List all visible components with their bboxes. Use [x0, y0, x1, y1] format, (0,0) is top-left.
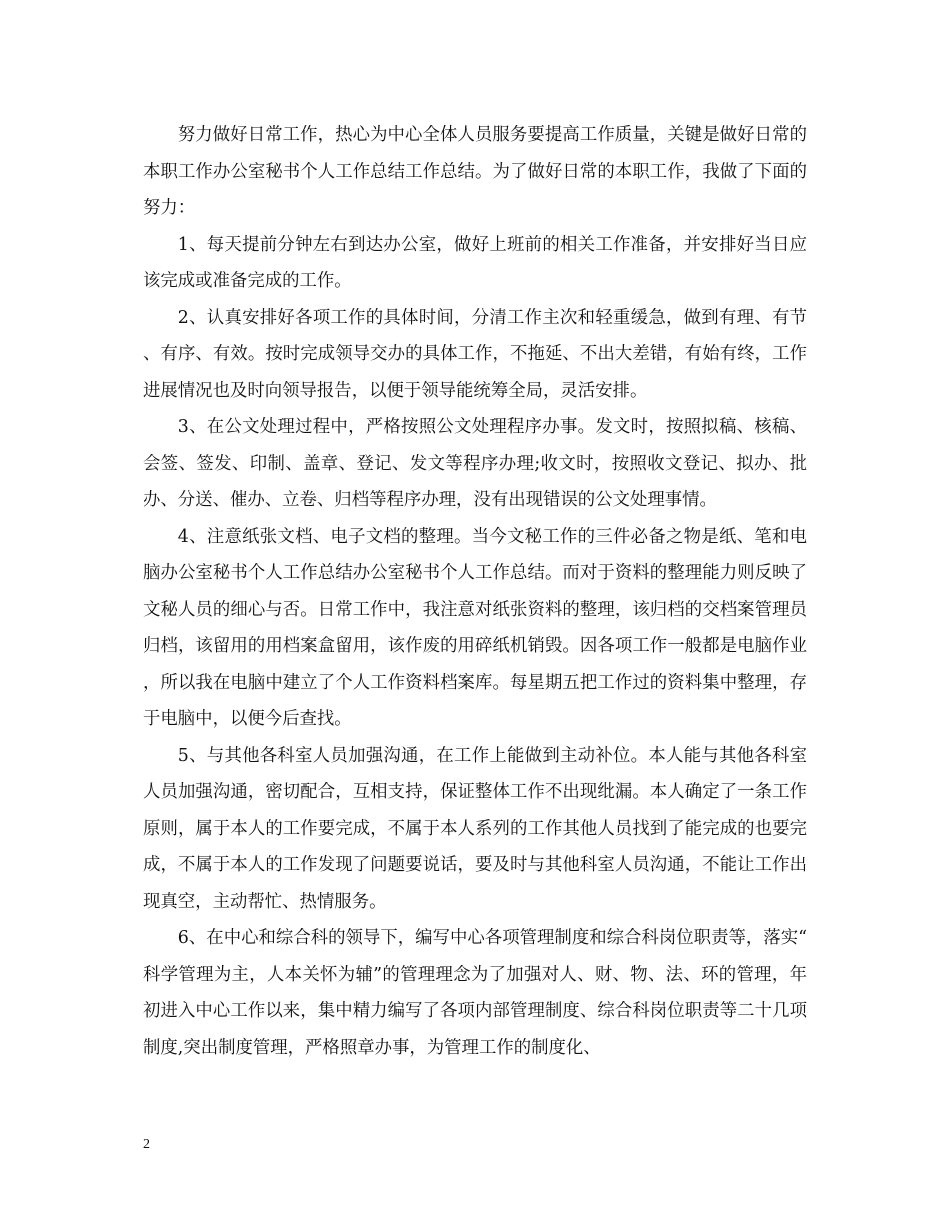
paragraph-item-2: 2、认真安排好各项工作的具体时间，分清工作主次和轻重缓急，做到有理、有节、有序、有效。按时完成领导交办的具体工作，不拖延、不出大差错，有始有终，工作进展情况也及时向领导报告，以便于领导能统筹全局，灵活安排。 [143, 307, 807, 401]
document-body [143, 117, 807, 1066]
paragraph-item-6: 6、在中心和综合科的领导下，编写中心各项管理制度和综合科岗位职责等，落实“科学管理为主，人本关怀为辅”的管理理念为了加强对人、财、物、法、环的管理，年初进入中心工作以来，集中精力编写了各项内部管理制度、综合科岗位职责等二十几项制度,突出制度管理，严格照章办事，为管理工作的制度化、 [143, 928, 807, 1058]
paragraph-item-3: 3、在公文处理过程中，严格按照公文处理程序办事。发文时，按照拟稿、核稿、会签、签发、印制、盖章、登记、发文等程序办理;收文时，按照收文登记、拟办、批办、分送、催办、立卷、归档等程序办理，没有出现错误的公文处理事情。 [143, 417, 807, 510]
paragraph-intro: 努力做好日常工作，热心为中心全体人员服务要提高工作质量，关键是做好日常的本职工作办公室秘书个人工作总结工作总结。为了做好日常的本职工作，我做了下面的努力： [143, 125, 807, 218]
paragraph-item-1: 1、每天提前分钟左右到达办公室，做好上班前的相关工作准备，并安排好当日应该完成或准备完成的工作。 [143, 234, 807, 291]
paragraph-item-5: 5、与其他各科室人员加强沟通，在工作上能做到主动补位。本人能与其他各科室人员加强沟通，密切配合，互相支持，保证整体工作不出现纰漏。本人确定了一条工作原则，属于本人的工作要完成，不属于本人系列的工作其他人员找到了能完成的也要完成，不属于本人的工作发现了问题要说话，要及时与其他科室人员沟通，不能让工作出现真空，主动帮忙、热情服务。 [143, 745, 807, 912]
page-number: 2 [143, 1137, 150, 1152]
paragraph-item-4: 4、注意纸张文档、电子文档的整理。当今文秘工作的三件必备之物是纸、笔和电脑办公室秘书个人工作总结办公室秘书个人工作总结。而对于资料的整理能力则反映了文秘人员的细心与否。日常工作中，我注意对纸张资料的整理，该归档的交档案管理员归档，该留用的用档案盒留用，该作废的用碎纸机销毁。因各项工作一般都是电脑作业，所以我在电脑中建立了个人工作资料档案库。每星期五把工作过的资料集中整理，存于电脑中，以便今后查找。 [143, 526, 807, 729]
